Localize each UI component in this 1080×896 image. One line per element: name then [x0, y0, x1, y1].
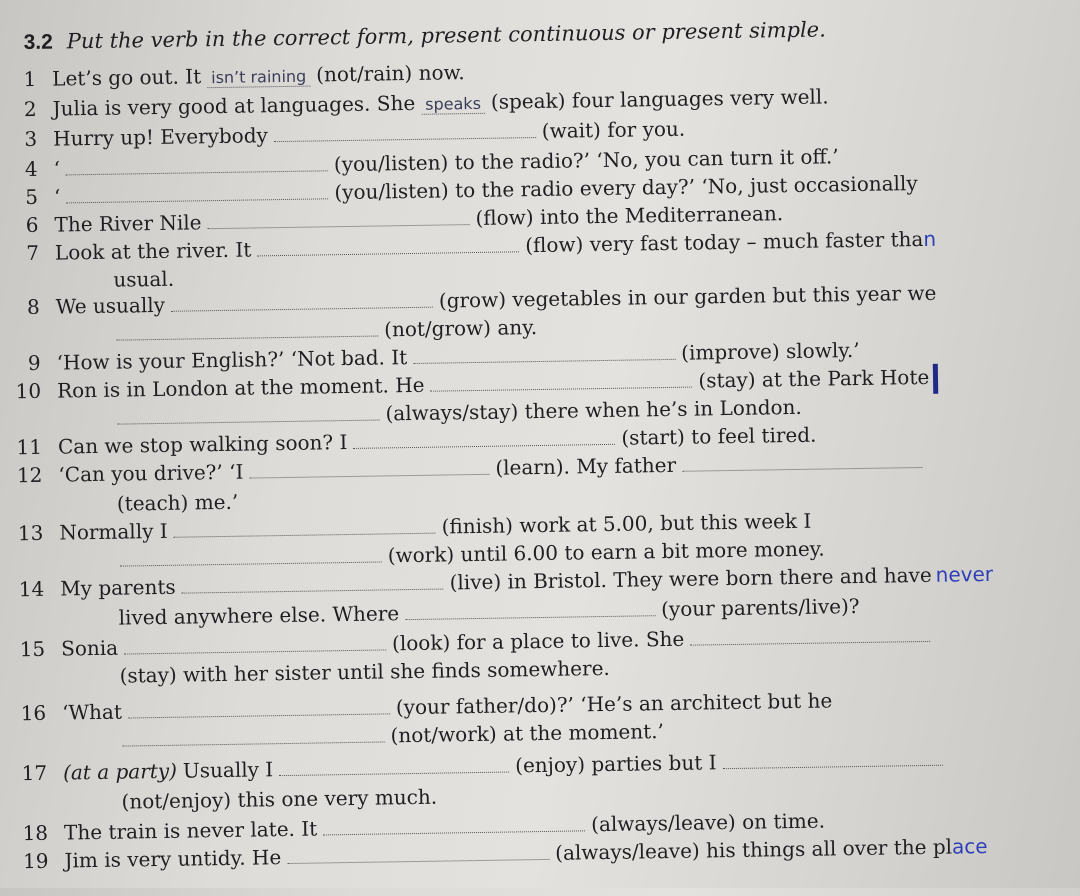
answer-blank[interactable]: [116, 318, 378, 341]
item-number: 17: [21, 760, 48, 786]
item-text: Jim is very untidy. He: [64, 845, 282, 873]
item-text: usual.: [113, 266, 175, 292]
item-text: (live) in Bristol. They were born there and have: [449, 562, 932, 595]
handwritten-correction: never: [935, 561, 994, 587]
item-number: 2: [23, 96, 37, 122]
item-text: The train is never late. It: [63, 816, 318, 845]
item-text: We usually: [55, 292, 166, 319]
item-text: (enjoy) parties but I: [514, 750, 717, 778]
handwritten-mark: [933, 363, 938, 393]
answer-blank[interactable]: [722, 747, 942, 769]
item-text: Look at the river. It: [54, 237, 252, 265]
answer-blank[interactable]: [430, 369, 692, 392]
item-text: Usually I: [182, 757, 274, 783]
item-text: ‘: [53, 156, 61, 181]
answer-blank[interactable]: [66, 152, 328, 175]
answer-blank[interactable]: [323, 812, 585, 835]
item-context: (at a party): [62, 758, 178, 785]
item-text: ‘Can you drive?’ ‘I: [58, 459, 244, 487]
item-text: lived anywhere else. Where: [118, 601, 400, 630]
item-text: Sonia: [60, 635, 119, 661]
answer-blank[interactable]: [287, 841, 549, 864]
answer-blank[interactable]: [405, 597, 655, 620]
answer-blank[interactable]: [690, 623, 930, 646]
answer-blank[interactable]: [682, 449, 922, 472]
item-number: 8: [26, 294, 40, 320]
item-text: (look) for a place to live. She: [391, 626, 685, 656]
exercise-heading: [23, 17, 826, 55]
answer-blank[interactable]: [171, 289, 433, 312]
handwritten-correction: ace: [951, 834, 988, 859]
answer-blank[interactable]: [173, 515, 435, 538]
item-text: Hurry up! Everybody: [52, 123, 269, 151]
answer-blank[interactable]: [279, 754, 509, 777]
item-text: (flow) into the Mediterranean.: [475, 201, 784, 230]
item-text: (you/listen) to the radio?’ ‘No, you can turn it off.’: [333, 144, 839, 177]
item-number: 5: [25, 184, 39, 210]
item-text: (teach) me.’: [116, 489, 239, 516]
answer-blank[interactable]: [66, 180, 328, 203]
item-number: 7: [26, 240, 40, 266]
item-text: (speak) four languages very well.: [490, 84, 829, 114]
item-text: (always/stay) there when he’s in London.: [385, 394, 802, 426]
item-number: 6: [25, 212, 39, 238]
item-text: (stay) with her sister until she finds somewhere.: [119, 655, 610, 688]
answer-blank[interactable]: [257, 233, 519, 256]
handwritten-correction: n: [923, 226, 937, 251]
item-number: 15: [19, 636, 46, 662]
item-text: ‘How is your English?’ ‘Not bad. It: [56, 345, 408, 375]
answer-blank[interactable]: [124, 631, 386, 654]
item-text: ‘: [53, 184, 61, 209]
item-text: (grow) vegetables in our garden but this year we: [438, 280, 937, 313]
item-text: Julia is very good at languages. She: [52, 90, 416, 121]
answer-blank[interactable]: [207, 206, 469, 229]
item-number: 11: [16, 434, 43, 460]
item-text: (learn). My father: [495, 452, 677, 480]
item-text: (work) until 6.00 to earn a bit more money.: [387, 536, 825, 568]
item-number: 18: [22, 820, 49, 846]
item-text: (your parents/live)?: [660, 594, 860, 622]
item-number: 16: [20, 700, 47, 726]
item-number: 4: [24, 156, 38, 182]
item-number: 14: [18, 576, 45, 602]
exercise-instructions: Put the verb in the correct form, present continuous or present simple.: [66, 17, 826, 54]
item-text: (start) to feel tired.: [621, 422, 817, 450]
item-text: (your father/do)?’ ‘He’s an architect but he: [395, 688, 833, 720]
answer-blank[interactable]: [120, 544, 382, 567]
item-text: (always/leave) his things all over the pl: [554, 834, 953, 865]
item-text: Can we stop walking soon? I: [57, 430, 348, 459]
item-text: (always/leave) on time.: [590, 808, 826, 837]
item-text: (not/work) at the moment.’: [390, 719, 665, 748]
item-text: My parents: [60, 574, 176, 601]
item-text: Ron is in London at the moment. He: [56, 372, 425, 403]
item-text: (improve) slowly.’: [681, 337, 860, 365]
item-text: (not/enjoy) this one very much.: [121, 784, 438, 814]
item-text: (you/listen) to the radio every day?’ ‘No, just occasionally: [334, 171, 918, 205]
answer-handwritten: speaks: [421, 94, 485, 115]
item-number: 10: [15, 378, 42, 404]
item-text: (not/rain) now.: [316, 60, 465, 87]
item-text: (finish) work at 5.00, but this week I: [441, 508, 812, 539]
answer-handwritten: isn’t raining: [207, 67, 310, 89]
answer-blank[interactable]: [274, 119, 536, 142]
exercise-number: 3.2: [23, 30, 54, 55]
item-text: Let’s go out. It: [52, 64, 202, 91]
answer-blank[interactable]: [181, 571, 443, 594]
item-text: Normally I: [59, 518, 168, 545]
item-text: (not/grow) any.: [383, 315, 538, 342]
item-text: (flow) very fast today – much faster tha: [525, 226, 924, 258]
answer-blank[interactable]: [128, 695, 390, 718]
answer-blank[interactable]: [122, 723, 384, 746]
answer-blank[interactable]: [413, 341, 675, 364]
item-text: (stay) at the Park Hote: [698, 364, 930, 393]
item-number: 9: [27, 350, 41, 376]
item-text: The River Nile: [54, 210, 202, 237]
item-number: 12: [16, 462, 43, 488]
answer-blank[interactable]: [353, 426, 615, 449]
item-number: 19: [22, 848, 49, 874]
item-number: 1: [23, 66, 37, 92]
answer-blank[interactable]: [117, 402, 379, 425]
item-number: 3: [24, 126, 38, 152]
item-text: (wait) for you.: [541, 116, 686, 143]
item-text: ‘What: [61, 699, 123, 725]
item-number: 13: [17, 520, 44, 546]
answer-blank[interactable]: [249, 456, 489, 479]
